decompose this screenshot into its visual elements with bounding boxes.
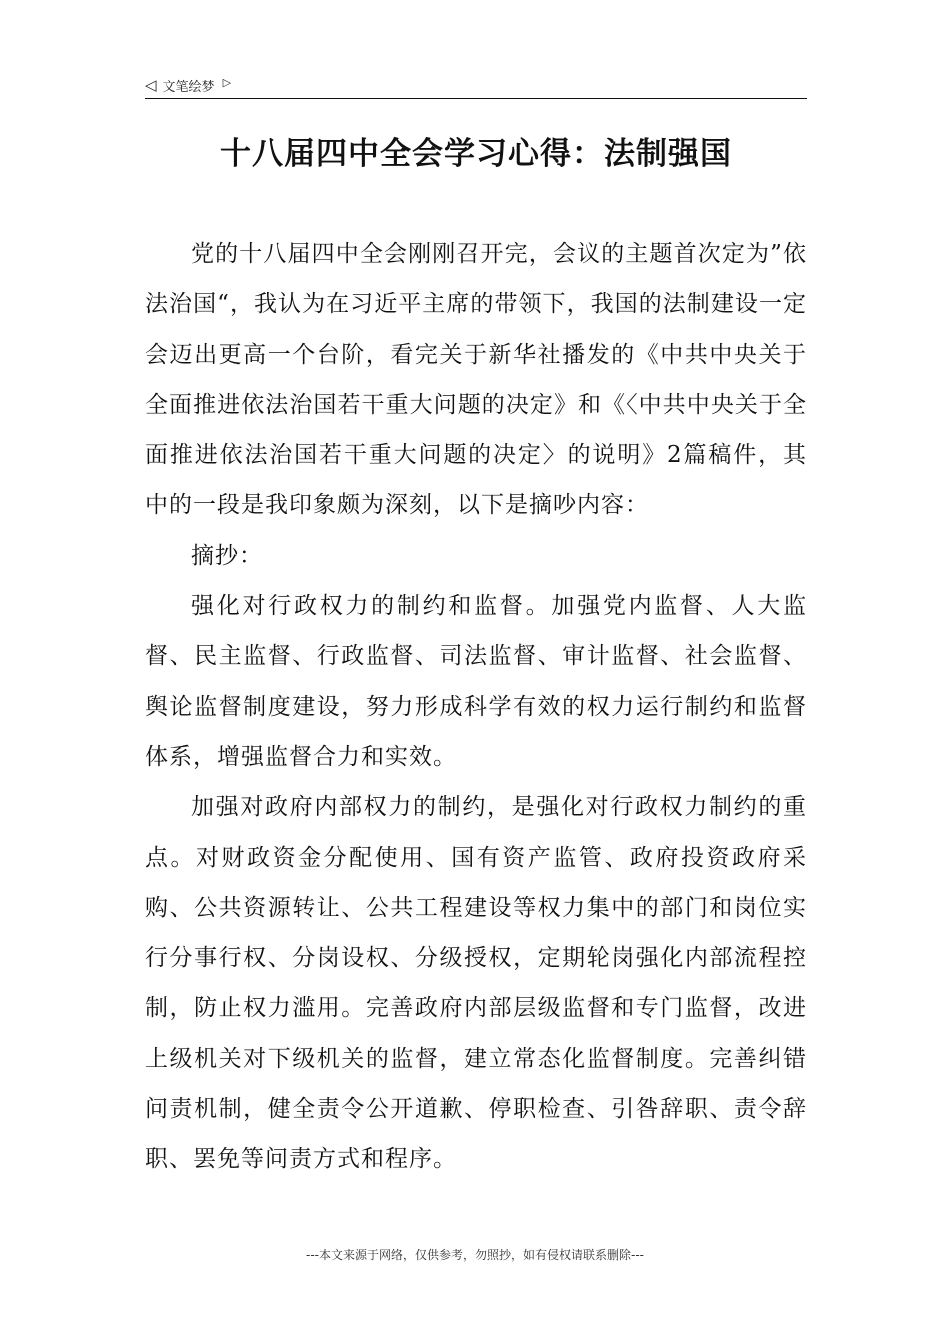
page-header: [145, 72, 807, 99]
page-footer: ---本文来源于网络，仅供参考，勿照抄，如有侵权请联系删除---: [306, 1248, 644, 1262]
paragraph-excerpt-1: 强化对行政权力的制约和监督。加强党内监督、人大监督、民主监督、行政监督、司法监督、审计监督、社会监督、舆论监督制度建设，努力形成科学有效的权力运行制约和监督体系，增强监督合力和实效。: [145, 593, 807, 770]
header-label: 文笔绘梦: [162, 79, 215, 95]
paragraph-excerpt-label: 摘抄：: [191, 542, 263, 569]
triangle-right-icon: ▷: [222, 75, 232, 89]
paragraph-excerpt-2: 加强对政府内部权力的制约，是强化对行政权力制约的重点。对财政资金分配使用、国有资产监管、政府投资政府采购、公共资源转让、公共工程建设等权力集中的部门和岗位实行分事行权、分岗设权、分级授权，定期轮岗强化内部流程控制，防止权力滥用。完善政府内部层级监督和专门监督，改进上级机关对下级机关的监督，建立常态化监督制度。完善纠错问责机制，健全责令公开道歉、停职检查、引咎辞职、责令辞职、罢免等问责方式和程序。: [145, 794, 807, 1173]
document-title: 十八届四中全会学习心得：法制强国: [220, 136, 732, 172]
triangle-left-icon: ◁: [145, 75, 157, 94]
document-body: [145, 229, 807, 1185]
paragraph-intro: 党的十八届四中全会刚刚召开完，会议的主题首次定为”依法治国“，我认为在习近平主席的带领下，我国的法制建设一定会迈出更高一个台阶，看完关于新华社播发的《中共中央关于全面推进依法治国若干重大问题的决定》和《〈中共中央关于全面推进依法治国若干重大问题的决定〉的说明》2篇稿件，其中的一段是我印象颇为深刻，以下是摘吵内容：: [145, 241, 807, 519]
